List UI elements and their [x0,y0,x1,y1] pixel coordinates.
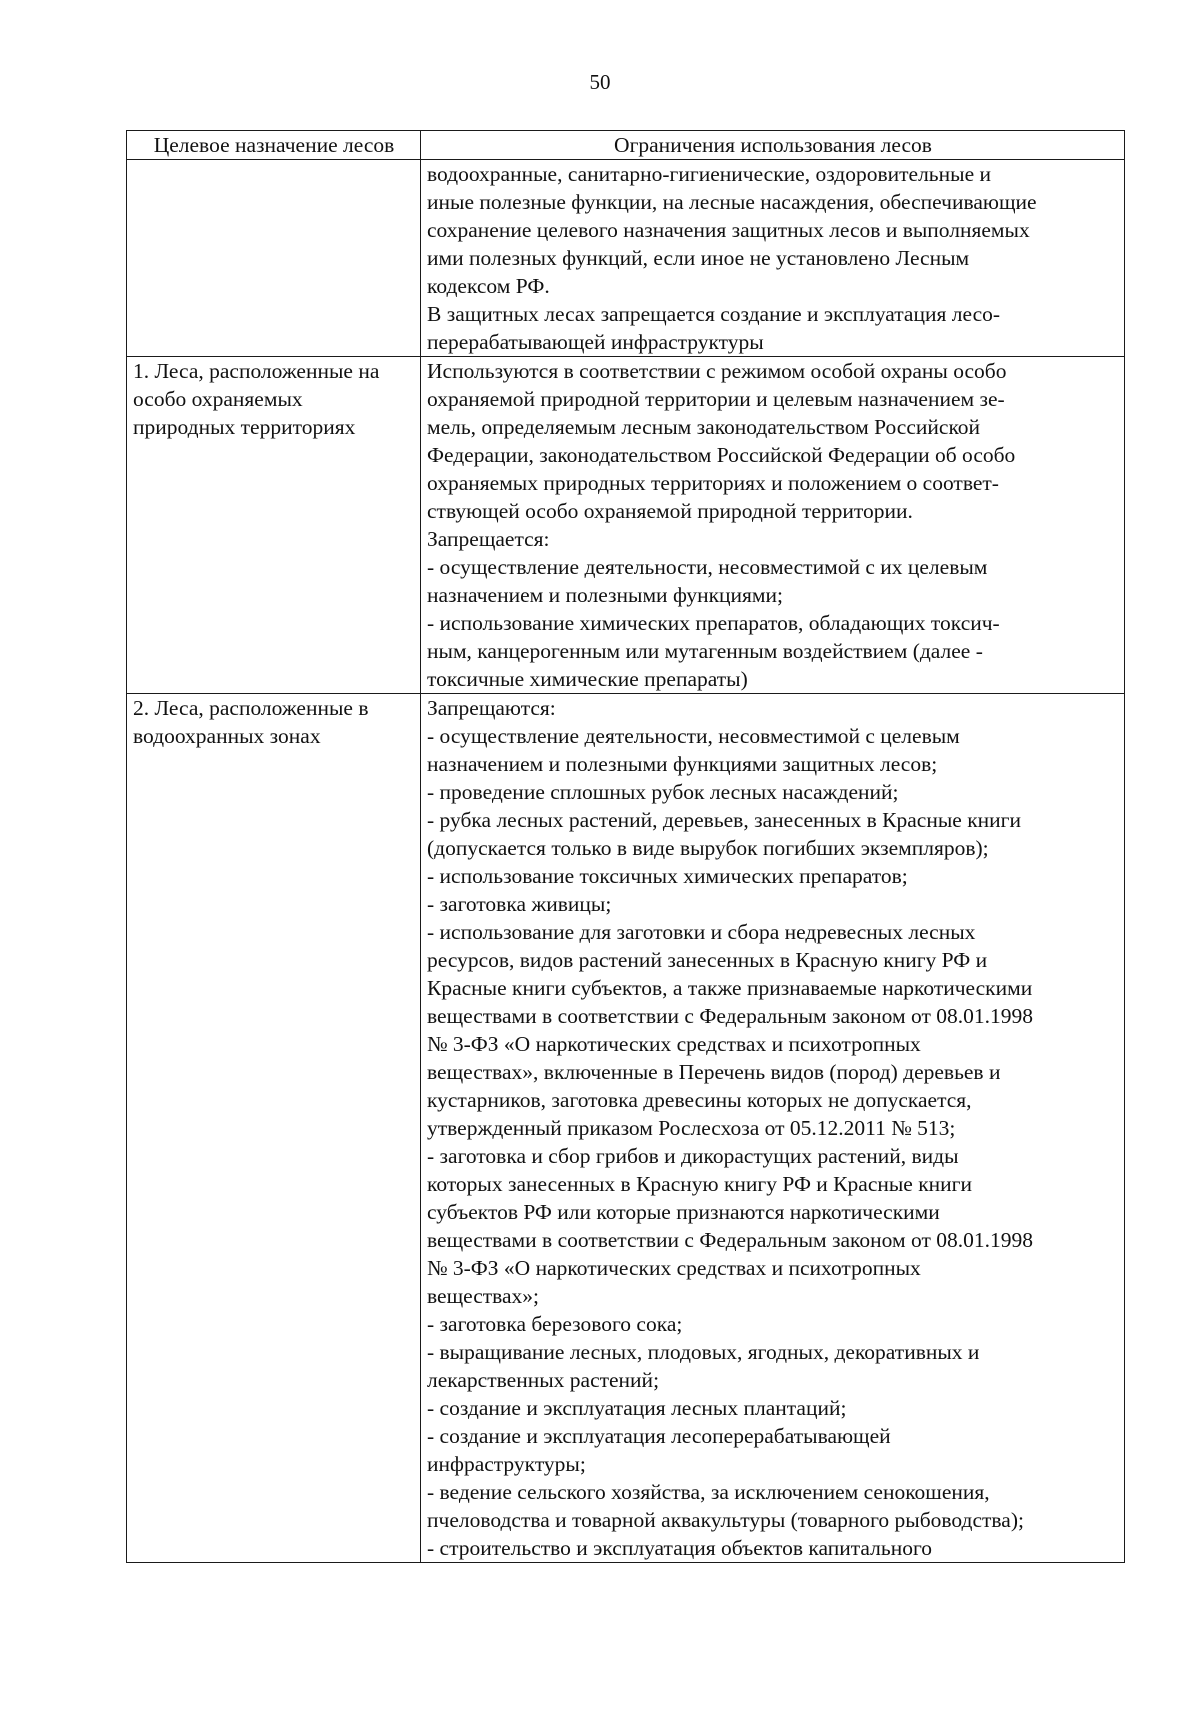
restriction-text-line: Красные книги субъектов, а также признаваемые наркотическими [427,976,1033,1000]
forest-restrictions-table [126,130,1125,1563]
restriction-text-line: Используются в соответствии с режимом особой охраны особо [427,359,1007,383]
restriction-text-line: мель, определяемым лесным законодательством Российской [427,415,981,439]
cell-forest-purpose [127,357,421,694]
page-number: 50 [589,70,611,94]
restriction-text-line: назначением и полезными функциями; [427,583,784,607]
table-body [127,160,1125,1563]
restriction-text-line: ими полезных функций, если иное не установлено Лесным [427,246,970,270]
restriction-text-line: В защитных лесах запрещается создание и эксплуатация лесо- [427,302,1001,326]
restriction-text-line: кустарников, заготовка древесины которых не допускается, [427,1088,972,1112]
restriction-text-line: охраняемых природных территориях и положением о соответ- [427,471,999,495]
restriction-text-line: - создание и эксплуатация лесных плантаций; [427,1396,847,1420]
restriction-text-line: Запрещаются: [427,696,556,720]
restriction-text-line: - заготовка и сбор грибов и дикорастущих растений, виды [427,1144,959,1168]
cell-forest-purpose [127,694,421,1563]
restriction-text-line: - заготовка березового сока; [427,1312,683,1336]
restriction-text-line: - создание и эксплуатация лесоперерабатывающей [427,1424,891,1448]
cell-usage-restrictions [421,357,1125,694]
restriction-text-line: веществами в соответствии с Федеральным законом от 08.01.1998 [427,1228,1033,1252]
restriction-text-line: - заготовка живицы; [427,892,612,916]
restriction-text-line: лекарственных растений; [427,1368,660,1392]
restriction-text-line: ствующей особо охраняемой природной территории. [427,499,913,523]
purpose-text-line: природных территориях [133,415,356,439]
restriction-text-line: № 3-ФЗ «О наркотических средствах и психотропных [427,1032,921,1056]
restriction-text-line: сохранение целевого назначения защитных лесов и выполняемых [427,218,1030,242]
restriction-text-line: Федерации, законодательством Российской Федерации об особо [427,443,1016,467]
restriction-text-line: охраняемой природной территории и целевым назначением зе- [427,387,1005,411]
purpose-text-line: водоохранных зонах [133,724,321,748]
restriction-text-line: веществами в соответствии с Федеральным законом от 08.01.1998 [427,1004,1033,1028]
restriction-text-line: ресурсов, видов растений занесенных в Красную книгу РФ и [427,948,988,972]
purpose-text-line: 1. Леса, расположенные на [133,359,380,383]
restriction-text-line: пчеловодства и товарной аквакультуры (товарного рыбоводства); [427,1508,1024,1532]
restriction-text-line: - осуществление деятельности, несовместимой с их целевым [427,555,988,579]
restriction-text-line: водоохранные, санитарно-гигиенические, оздоровительные и [427,162,991,186]
restriction-text-line: - проведение сплошных рубок лесных насаждений; [427,780,899,804]
restriction-text-line: веществах», включенные в Перечень видов (пород) деревьев и [427,1060,1001,1084]
restriction-text-line: № 3-ФЗ «О наркотических средствах и психотропных [427,1256,921,1280]
restriction-text-line: которых занесенных в Красную книгу РФ и Красные книги [427,1172,973,1196]
restriction-text-line: Запрещается: [427,527,550,551]
restriction-text-line: - строительство и эксплуатация объектов капитального [427,1536,932,1560]
cell-usage-restrictions [421,160,1125,357]
restriction-text-line: токсичные химические препараты) [427,667,748,691]
table-row [127,160,1125,357]
table-header-row [127,131,1125,160]
restriction-text-line: - рубка лесных растений, деревьев, занесенных в Красные книги [427,808,1021,832]
table-row [127,694,1125,1563]
restriction-text-line: - использование химических препаратов, обладающих токсич- [427,611,1000,635]
restriction-text-line: назначением и полезными функциями защитных лесов; [427,752,938,776]
restriction-text-line: кодексом РФ. [427,274,550,298]
restriction-text-line: - осуществление деятельности, несовместимой с целевым [427,724,960,748]
restriction-text-line: (допускается только в виде вырубок погибших экземпляров); [427,836,989,860]
cell-usage-restrictions [421,694,1125,1563]
restriction-text-line: ным, канцерогенным или мутагенным воздействием (далее - [427,639,983,663]
restriction-text-line: - выращивание лесных, плодовых, ягодных, декоративных и [427,1340,980,1364]
restriction-text-line: - использование для заготовки и сбора недревесных лесных [427,920,976,944]
table-row [127,357,1125,694]
restriction-text-line: перерабатывающей инфраструктуры [427,330,764,354]
header-forest-purpose: Целевое назначение лесов [127,131,421,160]
restriction-text-line: иные полезные функции, на лесные насаждения, обеспечивающие [427,190,1037,214]
restriction-text-line: субъектов РФ или которые признаются наркотическими [427,1200,940,1224]
purpose-text-line: особо охраняемых [133,387,303,411]
restriction-text-line: утвержденный приказом Рослесхоза от 05.12.2011 № 513; [427,1116,956,1140]
header-usage-restrictions: Ограничения использования лесов [421,131,1125,160]
restriction-text-line: - использование токсичных химических препаратов; [427,864,908,888]
restriction-text-line: веществах»; [427,1284,540,1308]
cell-forest-purpose [127,160,421,357]
purpose-text-line: 2. Леса, расположенные в [133,696,369,720]
restriction-text-line: - ведение сельского хозяйства, за исключением сенокошения, [427,1480,990,1504]
restriction-text-line: инфраструктуры; [427,1452,586,1476]
